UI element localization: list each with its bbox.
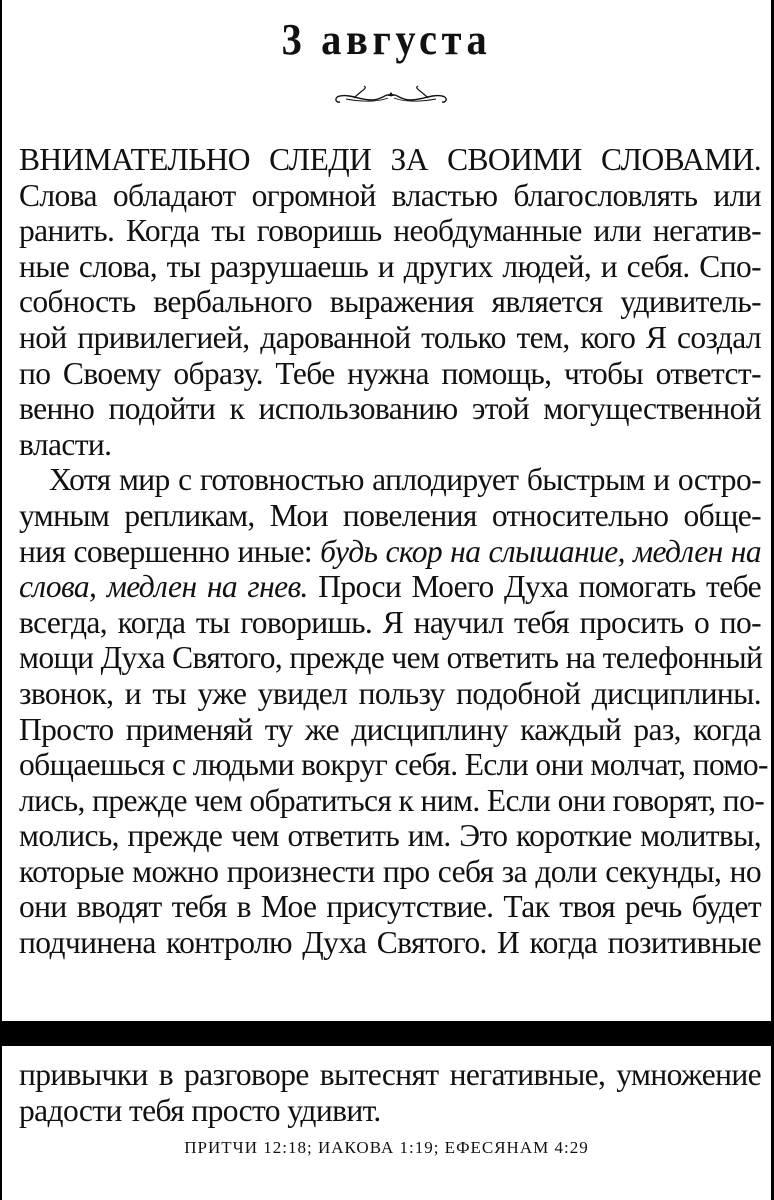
text-normal: ния совершенно иные:: [19, 533, 321, 569]
text-line: лись, прежде чем обратиться к ним. Если они говорят, по-: [19, 782, 765, 818]
text-line: ранить. Когда ты говоришь необдуманные или негатив-: [19, 213, 761, 249]
text-line: всегда, когда ты говоришь. Я научил тебя просить о по-: [19, 604, 761, 640]
text-line: по Своему образу. Тебе нужна помощь, чтобы ответст-: [19, 355, 761, 391]
text-line: Хотя мир с готовностью аплодирует быстрым и остро-: [49, 462, 761, 498]
text-line: Просто применяй ту же дисциплину каждый раз, когда: [19, 711, 761, 747]
text-line: привычки в разговоре вытеснят негативные, умножение: [19, 1057, 761, 1092]
main-text: [19, 142, 768, 961]
text-line: Слова обладают огромной властью благословлять или: [19, 177, 761, 213]
text-normal: Проси Моего Духа помогать тебе: [307, 569, 761, 605]
scripture-quote: слова, медлен на гнев.: [19, 569, 308, 605]
flourish-ornament-icon: [332, 84, 450, 108]
text-line: которые можно произнести про себя за доли секунды, но: [19, 853, 761, 889]
text-line: подчинена контролю Духа Святого. И когда позитивные: [19, 925, 761, 961]
scripture-references: ПРИТЧИ 12:18; ИАКОВА 1:19; ЕФЕСЯНАМ 4:29: [184, 1138, 589, 1157]
text-line: [19, 569, 761, 605]
text-line: они вводят тебя в Мое присутствие. Так твоя речь будет: [19, 889, 761, 925]
text-line: общаешься с людьми вокруг себя. Если они молчат, помо-: [19, 747, 768, 783]
text-line: умным репликам, Мои повеления относительно обще-: [19, 497, 761, 533]
text-line: звонок, и ты уже увидел пользу подобной дисциплины.: [19, 675, 761, 711]
text-line: собность вербального выражения является удивитель-: [19, 284, 761, 320]
text-line: ной привилегией, дарованной только тем, кого Я создал: [19, 319, 761, 355]
text-line: мощи Духа Святого, прежде чем ответить на телефонный: [19, 640, 763, 676]
scripture-quote: будь скор на слышание, медлен на: [320, 533, 761, 569]
continuation-text: [19, 1057, 761, 1128]
text-line: венно подойти к использованию этой могущественной: [19, 391, 761, 427]
text-line: радости тебя просто удивит.: [19, 1092, 381, 1128]
text-line: власти.: [19, 426, 112, 462]
page-divider: [2, 1021, 771, 1046]
page-title: 3 августа: [281, 15, 492, 64]
text-line: [19, 534, 761, 570]
text-line: ные слова, ты разрушаешь и других людей, и себя. Спо-: [19, 248, 761, 284]
text-line: молись, прежде чем ответить им. Это короткие молитвы,: [19, 818, 761, 854]
text-line: ВНИМАТЕЛЬНО СЛЕДИ ЗА СВОИМИ СЛОВАМИ.: [19, 142, 761, 177]
